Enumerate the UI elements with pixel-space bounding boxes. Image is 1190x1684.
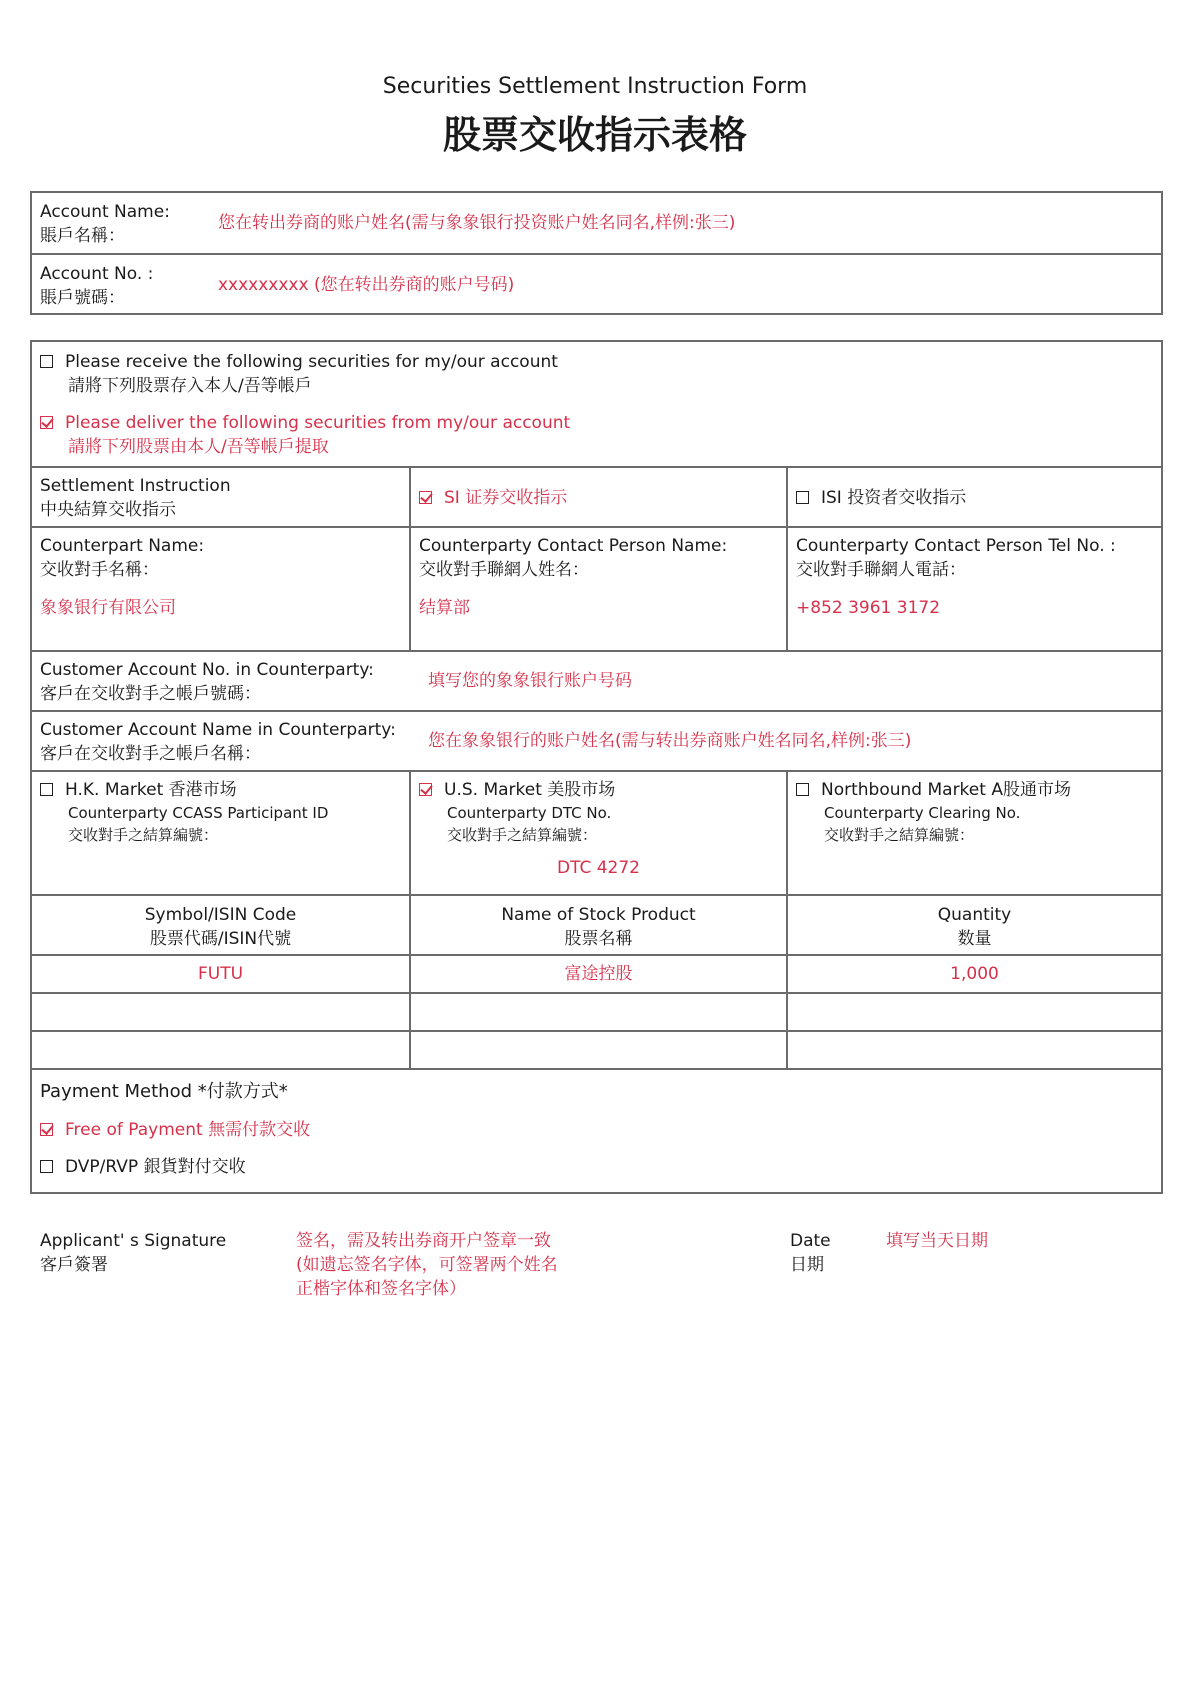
table-row (32, 1030, 1161, 1068)
receive-checkbox[interactable] (40, 355, 53, 368)
customer-acct-name-value[interactable]: 您在象象银行的账户姓名(需与转出券商账户姓名同名,样例:张三) (428, 731, 912, 751)
symbol-cell[interactable] (32, 994, 409, 1030)
stock-name-cell[interactable] (409, 1032, 786, 1068)
table-row (32, 954, 1161, 992)
table-row (32, 992, 1161, 1030)
date-label: Date 日期 (790, 1231, 831, 1275)
signature-field[interactable]: 签名，需及转出券商开户签章一致 (如遗忘签名字体，可签署两个姓名 正楷字体和签名字体） (296, 1231, 558, 1299)
customer-acct-no-value[interactable]: 填写您的象象银行账户号码 (428, 671, 632, 691)
counterparty-contact-value[interactable]: 结算部 (419, 598, 470, 618)
counterparty-name-value[interactable]: 象象银行有限公司 (40, 598, 176, 618)
nb-market-option[interactable]: Northbound Market A股通市场 Counterparty Clearing No. 交收對手之結算編號： (786, 772, 1161, 894)
fop-checkbox[interactable] (40, 1123, 53, 1136)
settlement-label: Settlement Instruction 中央結算交收指示 (40, 476, 231, 520)
us-market-dtc-value[interactable]: DTC 4272 (556, 858, 641, 878)
dvp-checkbox[interactable] (40, 1160, 53, 1173)
counterparty-contact-cell: Counterparty Contact Person Name: 交收對手聯網人姓名： 结算部 (409, 528, 786, 650)
quantity-cell[interactable] (786, 1032, 1161, 1068)
account-no-value[interactable]: xxxxxxxxx (您在转出券商的账户号码) (218, 275, 515, 295)
fop-option[interactable]: Free of Payment 無需付款交收 (40, 1118, 1153, 1142)
receive-option[interactable]: Please receive the following securities for my/our account 請將下列股票存入本人/吾等帳戶 (40, 350, 1153, 398)
quantity-cell[interactable]: 1,000 (786, 956, 1161, 992)
direction-options (32, 342, 1161, 466)
securities-header-row (32, 894, 1161, 954)
account-no-label: Account No. : 賬戶號碼： (40, 264, 154, 308)
form-title-en: Securities Settlement Instruction Form (382, 74, 808, 99)
account-name-label: Account Name: 賬戶名稱： (40, 202, 170, 246)
instruction-section (30, 340, 1163, 1194)
si-checkbox[interactable] (419, 491, 432, 504)
customer-acct-name-label: Customer Account Name in Counterparty: 客戶在交收對手之帳戶名稱： (40, 720, 396, 764)
si-option[interactable]: SI 证券交收指示 (409, 468, 786, 526)
isi-checkbox[interactable] (796, 491, 809, 504)
isi-option[interactable]: ISI 投资者交收指示 (786, 468, 1161, 526)
deliver-checkbox[interactable] (40, 416, 53, 429)
symbol-header: Symbol/ISIN Code 股票代碼/ISIN代號 (144, 905, 297, 949)
nb-market-checkbox[interactable] (796, 783, 809, 796)
date-field[interactable]: 填写当天日期 (886, 1231, 988, 1251)
us-market-checkbox[interactable] (419, 783, 432, 796)
payment-method-section (32, 1070, 1161, 1192)
stock-name-cell[interactable] (409, 994, 786, 1030)
dvp-option[interactable]: DVP/RVP 銀貨對付交收 (40, 1155, 1153, 1179)
quantity-cell[interactable] (786, 994, 1161, 1030)
form-title-zh: 股票交收指示表格 (442, 113, 747, 157)
deliver-option[interactable]: Please deliver the following securities from my/our account 請將下列股票由本人/吾等帳戶提取 (40, 411, 1153, 459)
stock-name-cell[interactable]: 富途控股 (409, 956, 786, 992)
signature-label: Applicant' s Signature 客戶簽署 (40, 1231, 227, 1275)
customer-acct-no-label: Customer Account No. in Counterparty: 客戶在交收對手之帳戶號碼： (40, 660, 374, 704)
account-name-value[interactable]: 您在转出券商的账户姓名(需与象象银行投资账户姓名同名,样例:张三) (218, 213, 736, 233)
account-section (30, 191, 1163, 315)
counterparty-tel-value[interactable]: +852 3961 3172 (796, 598, 941, 618)
counterparty-name-cell: Counterpart Name: 交收對手名稱： 象象银行有限公司 (32, 528, 409, 650)
hk-market-checkbox[interactable] (40, 783, 53, 796)
us-market-option[interactable]: U.S. Market 美股市场 Counterparty DTC No. 交收對手之結算編號： DTC 4272 (409, 772, 786, 894)
stock-name-header: Name of Stock Product 股票名稱 (409, 896, 786, 954)
symbol-cell[interactable] (32, 1032, 409, 1068)
counterparty-tel-cell: Counterparty Contact Person Tel No. : 交收對手聯網人電話： +852 3961 3172 (786, 528, 1161, 650)
hk-market-option[interactable]: H.K. Market 香港市场 Counterparty CCASS Participant ID 交收對手之結算編號： (32, 772, 409, 894)
quantity-header: Quantity 数量 (786, 896, 1161, 954)
payment-method-title: Payment Method *付款方式* (40, 1081, 288, 1102)
symbol-cell[interactable]: FUTU (197, 964, 244, 984)
